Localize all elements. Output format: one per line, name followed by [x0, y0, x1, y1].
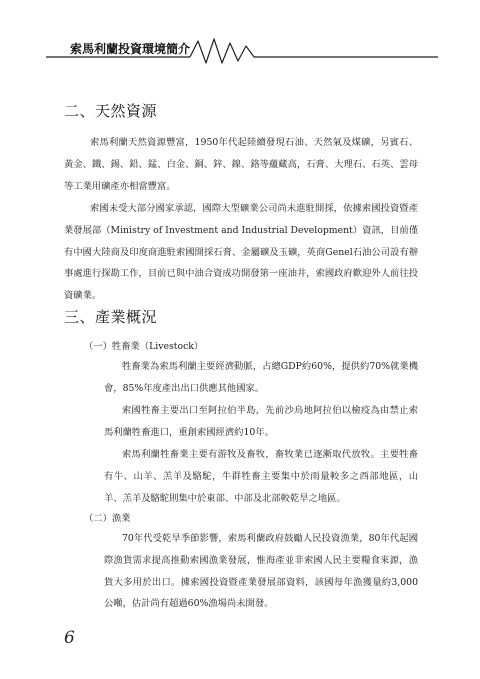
- paragraph-livestock-1: 牲畜業為索馬利蘭主要經濟動脈，占總GDP約60%，提供約70%就業機會，85%年度產出出口供應其他國家。: [104, 361, 418, 394]
- section-title-industry: 三、產業概況: [64, 308, 158, 326]
- paragraph-natural-2: 索國未受大部分國家承認，國際大型礦業公司尚未進駐開採，依據索國投資暨產業發展部（Ministry of Investment and Industrial Development）資訊，目前僅有中國大陸商及印度商進駐索國開採石膏、金屬礦及玉礦，英商Genel石油公司設有辦事處進行探勘工作，目前已與中油合資成功開發第一座油井，索國政府歡迎外人前往投資礦業。: [64, 203, 418, 302]
- paragraph-livestock-2: 索國牲畜主要出口至阿拉伯半島，先前沙烏地阿拉伯以檢疫為由禁止索馬利蘭牲畜進口，重創索國經濟約10年。: [104, 405, 418, 438]
- running-header: [46, 36, 438, 66]
- header-title: 索馬利蘭投資環境簡介: [70, 42, 191, 56]
- paragraph-fishery-1: 70年代受乾旱季節影響，索馬利蘭政府鼓勵人民投資漁業，80年代起國際漁貨需求提高推動索國漁業發展，惟海產並非索國人民主要糧食來源，漁貨大多用於出口。據索國投資暨產業發展部資料，該國每年漁獲量約3,000公噸，估計尚有超過60%漁場尚未開發。: [104, 533, 418, 610]
- section-title-natural-resources: 二、天然資源: [64, 102, 158, 120]
- paragraph-livestock-3: 索馬利蘭牲畜業主要有游牧及畜牧，畜牧業已逐漸取代放牧。主要牲畜有牛、山羊、羔羊及駱駝，牛群牲畜主要集中於雨量較多之西部地區，山羊、羔羊及駱駝則集中於東部、中部及北部較乾旱之地區。: [104, 449, 418, 504]
- subheading-livestock: （一）牲畜業（Livestock）: [84, 341, 204, 352]
- paragraph-natural-1: 索馬利蘭天然資源豐富，1950年代起陸續發現石油、天然氣及煤礦，另賓石、黃金、鐵、錫、鉛、錳、白金、銅、鋅、鎳、鉻等蘊藏高，石膏、大理石、石英、雲母等工業用礦產亦相當豐富。: [64, 137, 418, 192]
- page-number: 6: [64, 628, 75, 648]
- subheading-fishery: （二）漁業: [84, 513, 131, 524]
